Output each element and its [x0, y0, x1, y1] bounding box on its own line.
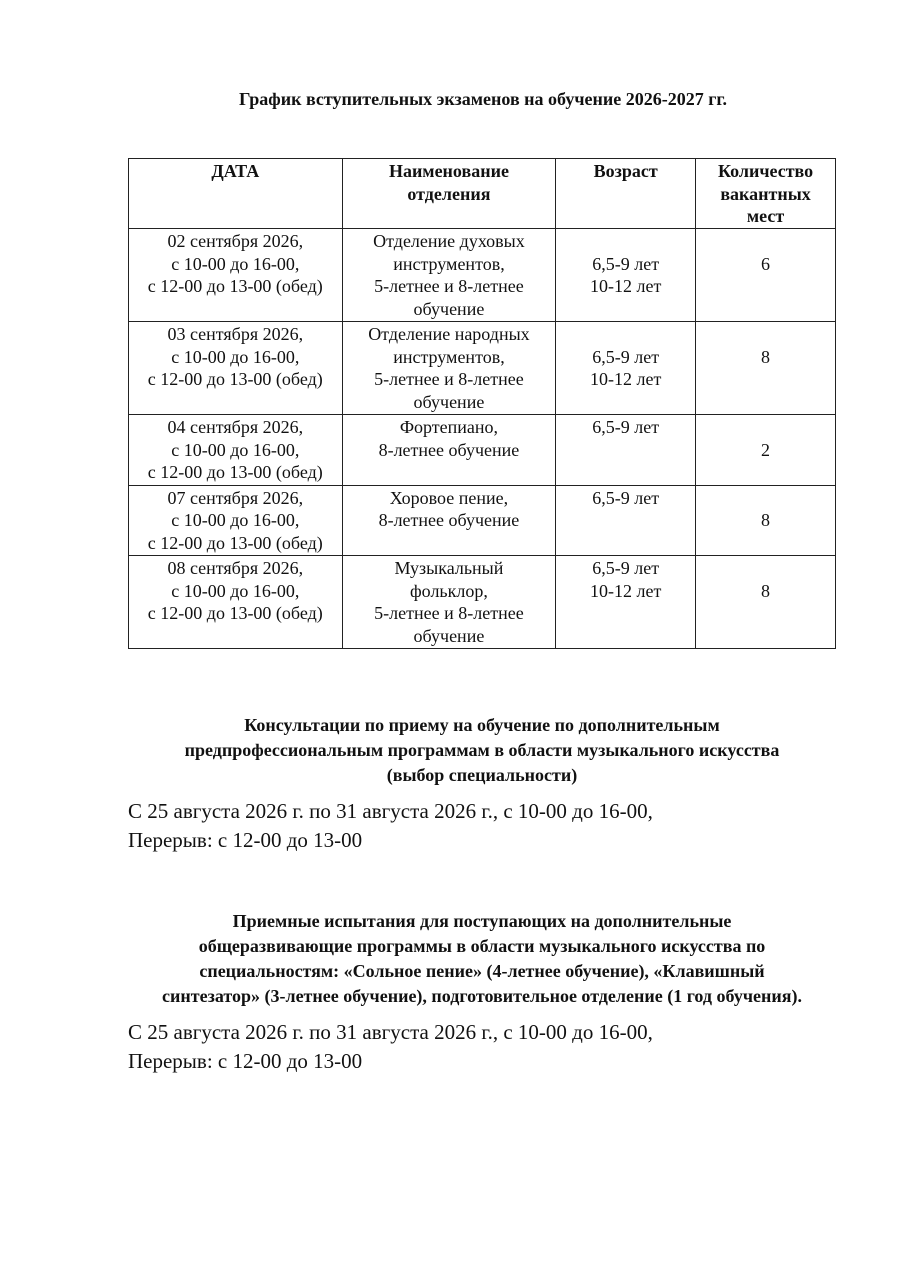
cell-age: 6,5-9 лет	[556, 485, 696, 556]
header-age: Возраст	[556, 159, 696, 229]
table-row	[129, 556, 836, 649]
cell-department: Отделение духовых инструментов, 5-летнее и 8-летнее обучение	[342, 229, 556, 322]
table-row	[129, 415, 836, 486]
cell-date: 08 сентября 2026, с 10-00 до 16-00, с 12-00 до 13-00 (обед)	[129, 556, 343, 649]
cell-vacancies: 8	[696, 556, 836, 649]
cell-age: 6,5-9 лет 10-12 лет	[556, 322, 696, 415]
exam-schedule-table	[128, 158, 836, 649]
consultations-heading: Консультации по приему на обучение по дополнительным предпрофессиональным программам в области музыкального искусства (выбор специальности)	[184, 715, 780, 785]
cell-department: Музыкальный фольклор, 5-летнее и 8-летнее обучение	[342, 556, 556, 649]
cell-age: 6,5-9 лет 10-12 лет	[556, 229, 696, 322]
consultations-schedule: С 25 августа 2026 г. по 31 августа 2026 г., с 10-00 до 16-00, Перерыв: с 12-00 до 13-00	[128, 799, 653, 852]
cell-vacancies: 2	[696, 415, 836, 486]
cell-department: Фортепиано, 8-летнее обучение	[342, 415, 556, 486]
cell-date: 07 сентября 2026, с 10-00 до 16-00, с 12-00 до 13-00 (обед)	[129, 485, 343, 556]
cell-date: 02 сентября 2026, с 10-00 до 16-00, с 12-00 до 13-00 (обед)	[129, 229, 343, 322]
cell-vacancies: 8	[696, 485, 836, 556]
entrance-tests-heading: Приемные испытания для поступающих на дополнительные общеразвивающие программы в области музыкального искусства по специальностям: «Сольное пение» (4-летнее обучение), «Клавишный синтезатор» (3-летнее обучение), подготовительное отделение (1 год обучения).	[162, 911, 802, 1006]
table-row	[129, 485, 836, 556]
cell-department: Отделение народных инструментов, 5-летнее и 8-летнее обучение	[342, 322, 556, 415]
cell-department: Хоровое пение, 8-летнее обучение	[342, 485, 556, 556]
table-header-row	[129, 159, 836, 229]
entrance-tests-schedule: С 25 августа 2026 г. по 31 августа 2026 г., с 10-00 до 16-00, Перерыв: с 12-00 до 13-00	[128, 1020, 653, 1073]
cell-vacancies: 8	[696, 322, 836, 415]
header-date: ДАТА	[129, 159, 343, 229]
header-department: Наименование отделения	[342, 159, 556, 229]
cell-age: 6,5-9 лет	[556, 415, 696, 486]
cell-date: 04 сентября 2026, с 10-00 до 16-00, с 12-00 до 13-00 (обед)	[129, 415, 343, 486]
cell-vacancies: 6	[696, 229, 836, 322]
table-row	[129, 322, 836, 415]
header-vacancies: Количество вакантных мест	[696, 159, 836, 229]
document-title: График вступительных экзаменов на обучение 2026-2027 гг.	[238, 89, 728, 109]
cell-date: 03 сентября 2026, с 10-00 до 16-00, с 12-00 до 13-00 (обед)	[129, 322, 343, 415]
cell-age: 6,5-9 лет 10-12 лет	[556, 556, 696, 649]
table-row	[129, 229, 836, 322]
